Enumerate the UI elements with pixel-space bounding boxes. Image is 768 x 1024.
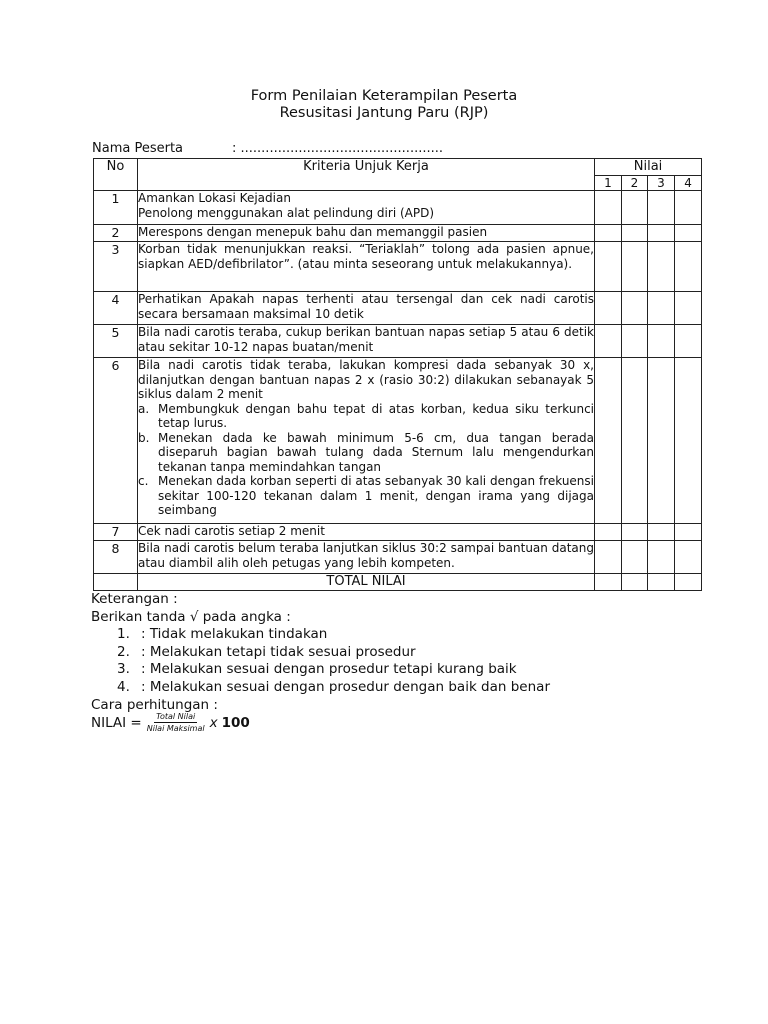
row-number: 2 [94, 225, 138, 242]
total-label: TOTAL NILAI [138, 574, 595, 591]
nama-peserta-label: Nama Peserta [92, 141, 184, 156]
score-cell-1[interactable] [595, 358, 622, 524]
score-cell-3[interactable] [648, 292, 675, 325]
table-row [94, 242, 702, 292]
header-nilai: Nilai [595, 159, 702, 176]
criteria-text: Amankan Lokasi Kejadian [138, 191, 291, 205]
nama-peserta-row [92, 141, 443, 157]
score-cell-2[interactable] [622, 358, 648, 524]
row-criteria [138, 358, 595, 524]
legend-number: 2. [117, 643, 130, 660]
legend-text: : Melakukan sesuai dengan prosedur dengan baik dan benar [141, 678, 550, 695]
score-cell-3[interactable] [648, 242, 675, 292]
table-row [94, 524, 702, 541]
formula-times: x [209, 714, 218, 731]
legend-item [91, 644, 711, 662]
score-cell-3[interactable] [648, 191, 675, 225]
criteria-text: Bila nadi carotis teraba, cukup berikan bantuan napas setiap 5 atau 6 detik atau sekitar 10-12 napas buatan/menit [138, 325, 595, 358]
score-cell-3[interactable] [648, 225, 675, 242]
formula-numerator: Total Nilai [156, 712, 196, 721]
score-cell-2[interactable] [622, 524, 648, 541]
row-number: 3 [94, 242, 138, 292]
form-subtitle: Resusitasi Jantung Paru (RJP) [279, 105, 489, 121]
header-nilai-4: 4 [675, 176, 702, 191]
row-number: 4 [94, 292, 138, 325]
score-cell-1[interactable] [595, 524, 622, 541]
score-cell-3[interactable] [648, 325, 675, 358]
cara-perhitungan: Cara perhitungan : [91, 696, 218, 713]
penilaian-table [93, 158, 702, 591]
legend-number: 3. [117, 661, 130, 678]
row-criteria [138, 191, 595, 225]
sub-item-text: Menekan dada korban seperti di atas sebanyak 30 kali dengan frekuensi sekitar 100-120 tekanan dalam 1 menit, dengan irama yang dijaga seimbang [158, 474, 594, 517]
criteria-text: Korban tidak menunjukkan reaksi. “Teriaklah” tolong ada pasien apnue, siapkan AED/defibrilator”. (atau minta seseorang untuk melakukannya). [138, 242, 595, 292]
score-cell-1[interactable] [595, 225, 622, 242]
score-cell-4[interactable] [675, 191, 702, 225]
table-row [94, 292, 702, 325]
header-nilai-1: 1 [595, 176, 622, 191]
score-cell-2[interactable] [622, 541, 648, 574]
nama-peserta-field[interactable]: : ................................................. [232, 141, 443, 156]
sub-item [138, 431, 594, 475]
criteria-text: Perhatikan Apakah napas terhenti atau tersengal dan cek nadi carotis secara bersamaan maksimal 10 detik [138, 292, 595, 325]
score-cell-4[interactable] [675, 325, 702, 358]
total-cell-4[interactable] [675, 574, 702, 591]
score-cell-4[interactable] [675, 242, 702, 292]
score-cell-2[interactable] [622, 242, 648, 292]
score-cell-2[interactable] [622, 191, 648, 225]
score-cell-4[interactable] [675, 358, 702, 524]
score-cell-1[interactable] [595, 191, 622, 225]
score-cell-4[interactable] [675, 225, 702, 242]
legend-number: 4. [117, 678, 130, 695]
keterangan-section [91, 591, 711, 714]
score-cell-4[interactable] [675, 524, 702, 541]
table-row [94, 325, 702, 358]
score-cell-2[interactable] [622, 225, 648, 242]
sub-item-text: Menekan dada ke bawah minimum 5-6 cm, dua tangan berada diseparuh bagian bawah tulang dada Sternum lalu mengendurkan tekanan tanpa memindahkan tangan [158, 430, 594, 474]
legend-text: : Tidak melakukan tindakan [141, 626, 328, 643]
keterangan-instruction: Berikan tanda √ pada angka : [91, 608, 291, 625]
legend-text: : Melakukan tetapi tidak sesuai prosedur [141, 643, 416, 660]
legend-item [91, 626, 711, 644]
table-row [94, 191, 702, 225]
total-cell-2[interactable] [622, 574, 648, 591]
score-cell-2[interactable] [622, 325, 648, 358]
formula [91, 712, 250, 733]
legend-number: 1. [117, 626, 130, 643]
criteria-text: Cek nadi carotis setiap 2 menit [138, 524, 595, 541]
table-row [94, 225, 702, 242]
row-number: 7 [94, 524, 138, 541]
sub-item-label: b. [138, 430, 150, 445]
legend-item [91, 661, 711, 679]
table-header-row [94, 159, 702, 176]
form-title: Form Penilaian Keterampilan Peserta [250, 88, 518, 104]
table-row [94, 358, 702, 524]
total-no-cell [94, 574, 138, 591]
row-number: 1 [94, 191, 138, 225]
formula-fraction [145, 712, 207, 733]
sub-item [138, 402, 594, 431]
score-cell-1[interactable] [595, 242, 622, 292]
row-number: 5 [94, 325, 138, 358]
total-cell-3[interactable] [648, 574, 675, 591]
criteria-text: Bila nadi carotis tidak teraba, lakukan kompresi dada sebanyak 30 x, dilanjutkan dengan bantuan napas 2 x (rasio 30:2) dilakukan sebanayak 5 siklus dalam 2 menit [138, 358, 594, 401]
sub-item [138, 474, 594, 518]
sub-item-label: a. [138, 401, 150, 416]
score-cell-1[interactable] [595, 292, 622, 325]
score-cell-1[interactable] [595, 541, 622, 574]
score-cell-2[interactable] [622, 292, 648, 325]
sub-item-label: c. [138, 474, 149, 488]
legend-text: : Melakukan sesuai dengan prosedur tetapi kurang baik [141, 661, 517, 678]
score-cell-4[interactable] [675, 292, 702, 325]
header-no: No [94, 159, 138, 191]
criteria-text: Merespons dengan menepuk bahu dan memanggil pasien [138, 225, 595, 242]
legend-item [91, 679, 711, 697]
total-row [94, 574, 702, 591]
score-cell-4[interactable] [675, 541, 702, 574]
score-cell-3[interactable] [648, 358, 675, 524]
formula-denominator: Nilai Maksimal [146, 724, 205, 733]
criteria-text: Bila nadi carotis belum teraba lanjutkan siklus 30:2 sampai bantuan datang atau diambil alih oleh petugas yang lebih kompeten. [138, 541, 595, 574]
criteria-text-2: Penolong menggunakan alat pelindung diri (APD) [138, 205, 435, 220]
score-cell-3[interactable] [648, 541, 675, 574]
score-cell-1[interactable] [595, 325, 622, 358]
total-cell-1[interactable] [595, 574, 622, 591]
table-row [94, 541, 702, 574]
row-number: 8 [94, 541, 138, 574]
header-nilai-3: 3 [648, 176, 675, 191]
sub-item-text: Membungkuk dengan bahu tepat di atas korban, kedua siku terkunci tetap lurus. [158, 401, 594, 430]
row-number: 6 [94, 358, 138, 524]
score-cell-3[interactable] [648, 524, 675, 541]
header-nilai-2: 2 [622, 176, 648, 191]
formula-lhs: NILAI = [91, 714, 142, 731]
formula-factor: 100 [221, 714, 250, 731]
header-kriteria: Kriteria Unjuk Kerja [138, 159, 595, 191]
keterangan-title: Keterangan : [91, 591, 178, 607]
